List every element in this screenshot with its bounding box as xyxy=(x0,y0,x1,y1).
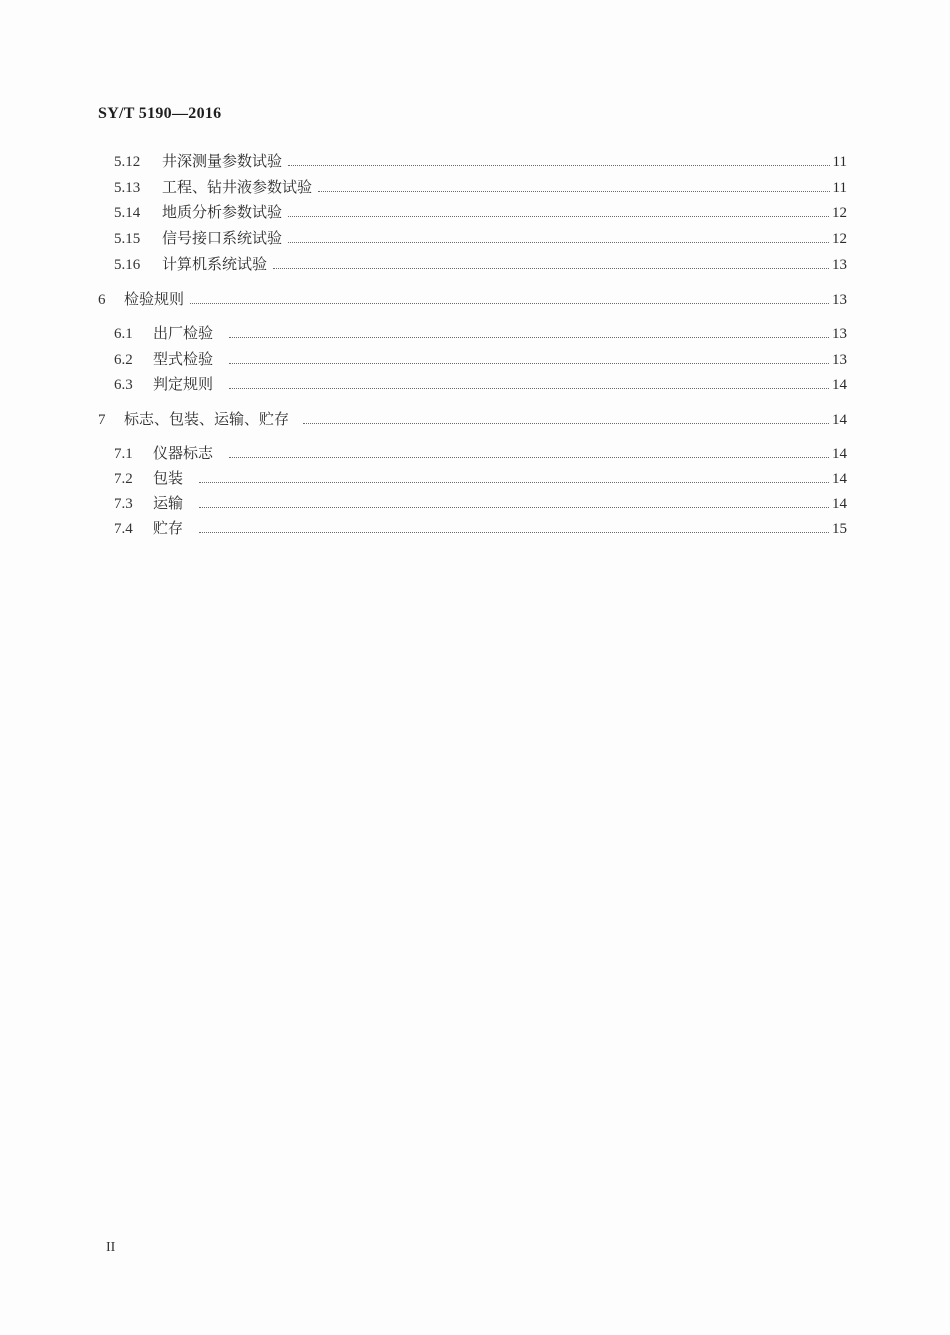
toc-entry-title: 计算机系统试验 xyxy=(162,255,268,273)
toc-leader-dots xyxy=(288,241,829,243)
toc-leader-dots xyxy=(190,302,829,304)
toc-entry-title: 贮存 xyxy=(153,519,184,537)
toc-entry-title: 包装 xyxy=(153,469,184,487)
toc-entry[interactable] xyxy=(114,443,847,463)
toc-entry-page: 14 xyxy=(832,496,847,512)
toc-entry[interactable] xyxy=(114,493,847,513)
toc-entry-number: 5.12 xyxy=(114,154,141,170)
toc-entry-number: 5.15 xyxy=(114,231,141,247)
toc-entry-page: 13 xyxy=(832,326,847,342)
toc-entry-number: 7.1 xyxy=(114,446,133,462)
toc-entry[interactable] xyxy=(114,177,847,197)
toc-entry-number: 7 xyxy=(98,412,106,428)
toc-entry-title: 仪器标志 xyxy=(153,444,214,462)
toc-entry-page: 14 xyxy=(832,446,847,462)
toc-entry-page: 15 xyxy=(832,521,847,537)
toc-entry-page: 13 xyxy=(832,257,847,273)
toc-entry-page: 13 xyxy=(832,352,847,368)
toc-leader-dots xyxy=(229,387,829,389)
toc-entry-number: 5.13 xyxy=(114,180,141,196)
toc-entry-title: 检验规则 xyxy=(124,290,185,308)
toc-entry-title: 出厂检验 xyxy=(153,324,214,342)
toc-leader-dots xyxy=(229,456,829,458)
toc-leader-dots xyxy=(303,422,829,424)
toc-entry-number: 7.2 xyxy=(114,471,133,487)
toc-entry-number: 5.14 xyxy=(114,205,141,221)
toc-leader-dots xyxy=(288,164,830,166)
toc-entry[interactable] xyxy=(114,349,847,369)
toc-leader-dots xyxy=(199,506,829,508)
toc-entry[interactable] xyxy=(114,254,847,274)
toc-entry-number: 5.16 xyxy=(114,257,141,273)
toc-entry-title: 地质分析参数试验 xyxy=(162,203,283,221)
toc-entry[interactable] xyxy=(98,409,847,429)
toc-entry-title: 工程、钻井液参数试验 xyxy=(162,178,313,196)
toc-entry-page: 11 xyxy=(832,154,847,170)
toc-entry-title: 井深测量参数试验 xyxy=(162,152,283,170)
toc-entry-page: 11 xyxy=(832,180,847,196)
page-number: II xyxy=(106,1240,116,1255)
toc-leader-dots xyxy=(288,215,829,217)
toc-entry-number: 6 xyxy=(98,292,106,308)
toc-entry[interactable] xyxy=(114,374,847,394)
toc-entry-number: 6.1 xyxy=(114,326,133,342)
toc-entry[interactable] xyxy=(114,518,847,538)
toc-entry[interactable] xyxy=(114,468,847,488)
toc-entry-page: 13 xyxy=(832,292,847,308)
toc-entry[interactable] xyxy=(114,323,847,343)
toc-leader-dots xyxy=(229,362,829,364)
toc-entry-title: 型式检验 xyxy=(153,350,214,368)
toc-entry-page: 14 xyxy=(832,471,847,487)
toc-entry-title: 信号接口系统试验 xyxy=(162,229,283,247)
toc-entry-number: 6.2 xyxy=(114,352,133,368)
toc-entry-page: 14 xyxy=(832,412,847,428)
toc-leader-dots xyxy=(199,531,829,533)
toc-leader-dots xyxy=(273,267,829,269)
toc-entry[interactable] xyxy=(114,228,847,248)
toc-entry-page: 14 xyxy=(832,377,847,393)
toc-entry-title: 运输 xyxy=(153,494,184,512)
standard-code: SY/T 5190—2016 xyxy=(98,105,222,122)
toc-entry[interactable] xyxy=(98,289,847,309)
toc-entry[interactable] xyxy=(114,202,847,222)
toc-entry[interactable] xyxy=(114,151,847,171)
toc-entry-number: 7.4 xyxy=(114,521,133,537)
toc-leader-dots xyxy=(318,190,830,192)
toc-entry-number: 6.3 xyxy=(114,377,133,393)
toc-entry-page: 12 xyxy=(832,205,847,221)
toc-entry-number: 7.3 xyxy=(114,496,133,512)
toc-entry-page: 12 xyxy=(832,231,847,247)
toc-entry-title: 判定规则 xyxy=(153,375,214,393)
toc-leader-dots xyxy=(199,481,829,483)
toc-leader-dots xyxy=(229,336,829,338)
toc-entry-title: 标志、包装、运输、贮存 xyxy=(124,410,290,428)
